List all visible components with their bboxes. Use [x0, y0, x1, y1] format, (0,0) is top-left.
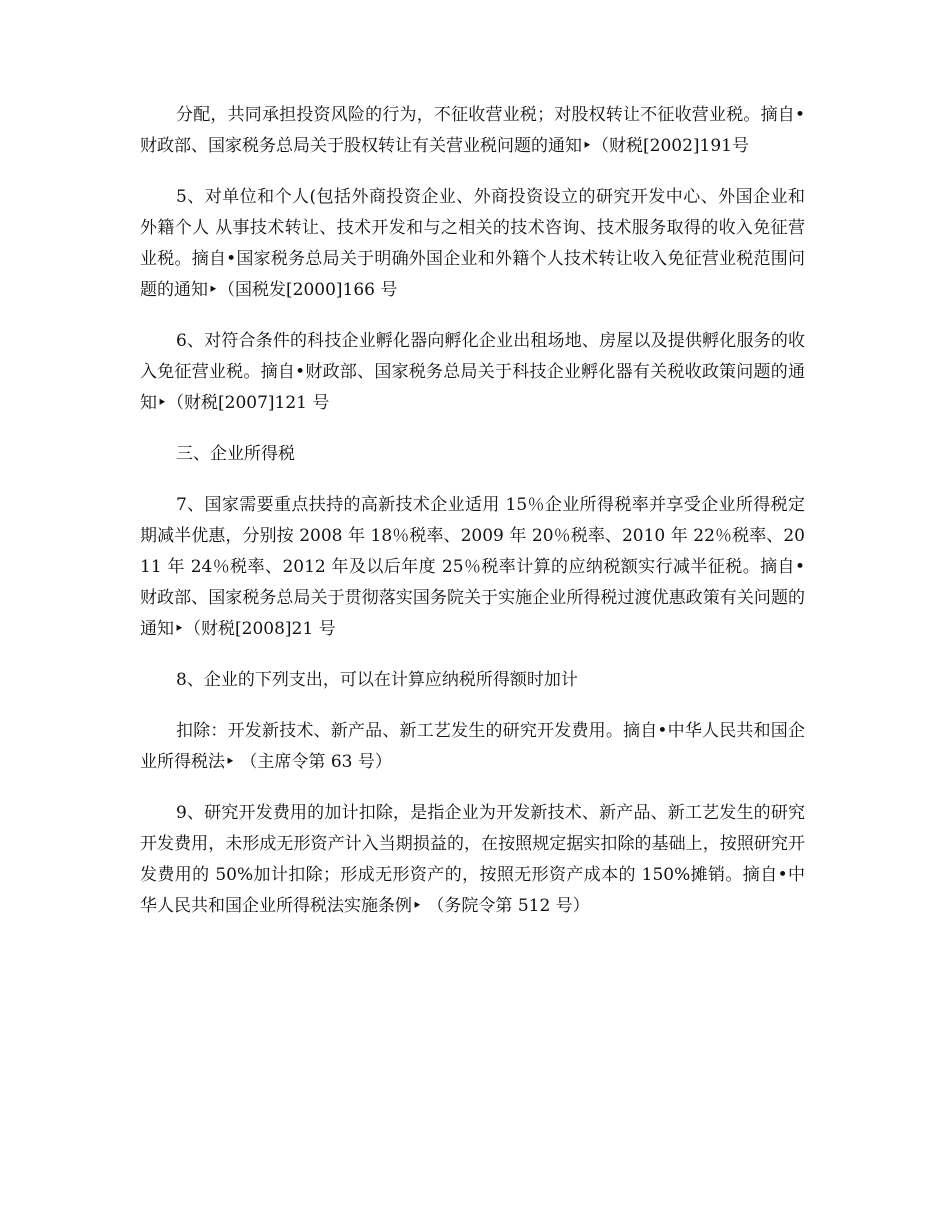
paragraph-item-9: 9、研究开发费用的加计扣除，是指企业为开发新技术、新产品、新工艺发生的研究开发费用，未形成无形资产计入当期损益的，在按照规定据实扣除的基础上，按照研究开发费用的 50%加计扣除；形成无形资产的，按照无形资产成本的 150%摊销。摘自•中华人民共和国企业所得税法实施条例‣ （务院令第 512 号） — [140, 803, 805, 916]
paragraph-continuation: 分配，共同承担投资风险的行为，不征收营业税；对股权转让不征收营业税。摘自•财政部、国家税务总局关于股权转让有关营业税问题的通知‣（财税[2002]191号 — [140, 105, 805, 156]
section-heading-corporate-income-tax: 三、企业所得税 — [176, 444, 295, 464]
document-body — [140, 100, 805, 942]
paragraph-item-8: 8、企业的下列支出，可以在计算应纳税所得额时加计 — [176, 670, 578, 690]
paragraph-item-5: 5、对单位和个人(包括外商投资企业、外商投资设立的研究开发中心、外国企业和外籍个人 从事技术转让、技术开发和与之相关的技术咨询、技术服务取得的收入免征营业税。摘自•国家税务总局关于明确外国企业和外籍个人技术转让收入免征营业税范围问题的通知‣（国税发[2000]166 号 — [140, 187, 805, 300]
paragraph-item-7: 7、国家需要重点扶持的高新技术企业适用 15％企业所得税率并享受企业所得税定期减半优惠，分别按 2008 年 18％税率、2009 年 20％税率、2010 年 22％税率、2011 年 24％税率、2012 年及以后年度 25％税率计算的应纳税额实行减半征税。摘自•财政部、国家税务总局关于贯彻落实国务院关于实施企业所得税过渡优惠政策有关问题的通知‣（财税[2008]21 号 — [140, 495, 805, 639]
paragraph-item-8-deduction: 扣除：开发新技术、新产品、新工艺发生的研究开发费用。摘自•中华人民共和国企业所得税法‣ （主席令第 63 号） — [140, 721, 805, 772]
paragraph-item-6: 6、对符合条件的科技企业孵化器向孵化企业出租场地、房屋以及提供孵化服务的收入免征营业税。摘自•财政部、国家税务总局关于科技企业孵化器有关税收政策问题的通知‣（财税[2007]121 号 — [140, 331, 805, 413]
